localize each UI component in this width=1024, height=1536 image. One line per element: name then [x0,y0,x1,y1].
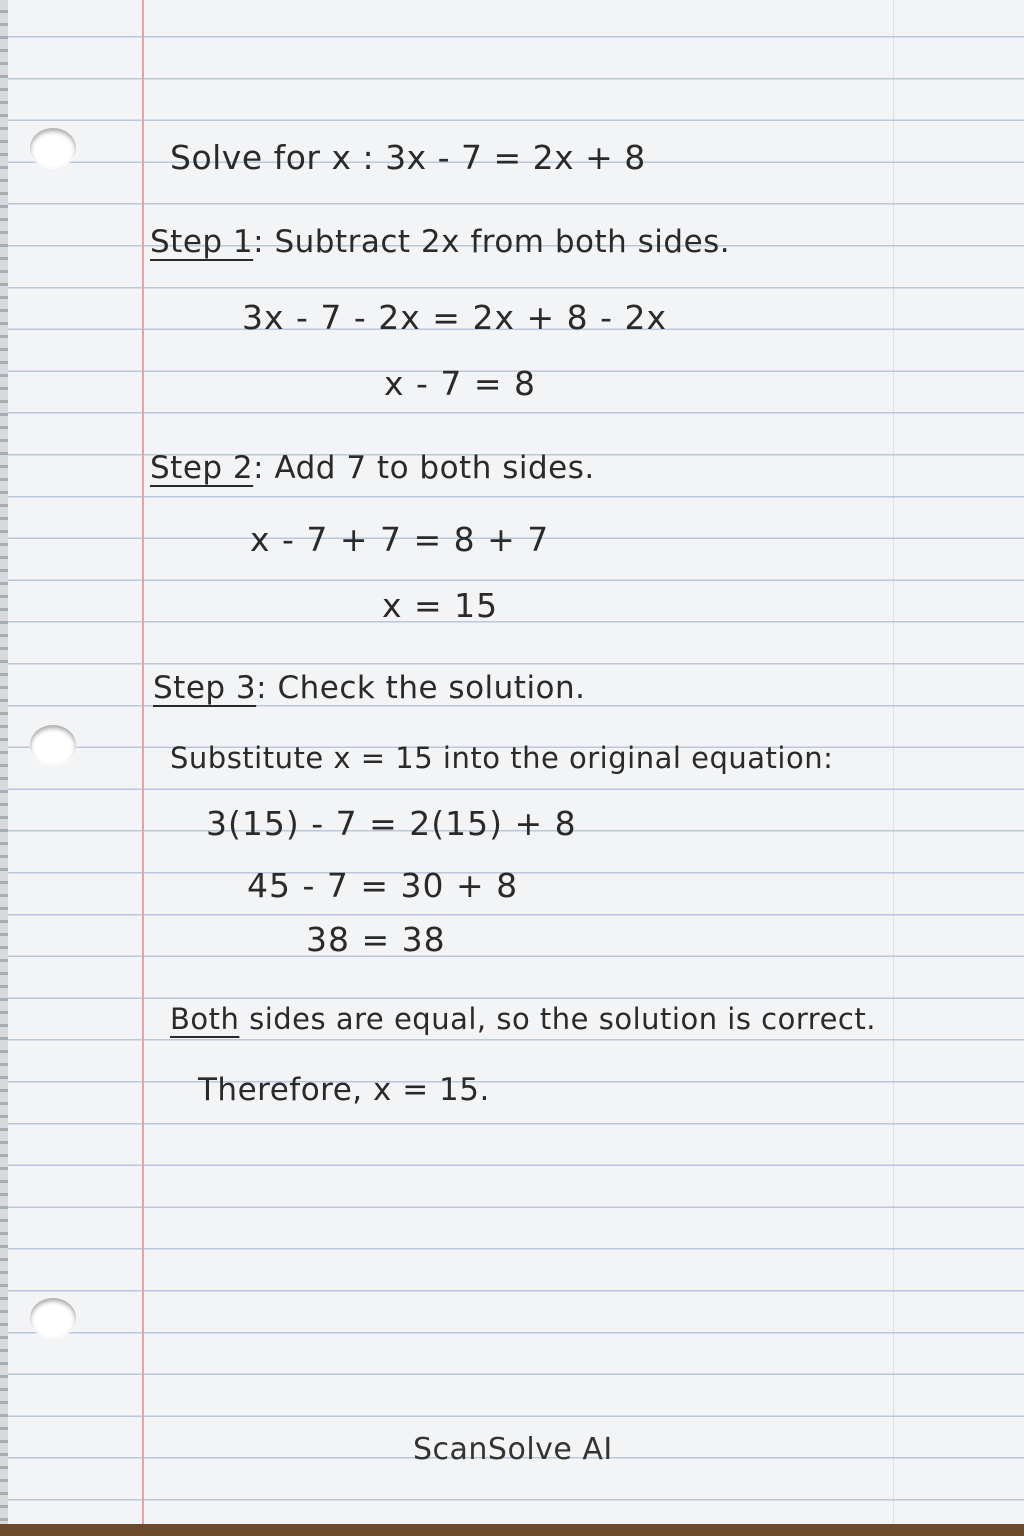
step-1-equation-2: x - 7 = 8 [384,364,537,403]
margin-line [142,0,144,1524]
conclusion-sentence [170,1002,876,1036]
brand-footer: ScanSolve AI [413,1432,613,1467]
step-1-equation-1: 3x - 7 - 2x = 2x + 8 - 2x [242,298,668,337]
step-3-text: : Check the solution. [256,670,586,706]
final-answer: Therefore, x = 15. [198,1072,490,1108]
right-guide-line [893,0,894,1524]
step-2-equation-2: x = 15 [382,586,499,625]
step-1-heading [150,224,730,260]
punch-hole-bottom [30,1298,76,1338]
step-3-label: Step 3 [153,670,257,706]
step-3-heading [153,670,586,706]
step-1-text: : Subtract 2x from both sides. [253,224,731,260]
check-equation-1: 3(15) - 7 = 2(15) + 8 [206,804,577,843]
punch-hole-middle [30,725,76,765]
step-2-text: : Add 7 to both sides. [253,450,595,486]
punch-hole-top [30,128,76,168]
step-1-label: Step 1 [150,224,254,260]
check-equation-2: 45 - 7 = 30 + 8 [247,866,519,905]
step-2-label: Step 2 [150,450,254,486]
conclusion-underlined-word: Both [170,1002,240,1036]
step-2-equation-1: x - 7 + 7 = 8 + 7 [250,520,550,559]
problem-statement: Solve for x : 3x - 7 = 2x + 8 [170,138,646,177]
binding-edge [0,0,8,1524]
substitute-instruction: Substitute x = 15 into the original equation: [170,741,834,775]
conclusion-rest: sides are equal, so the solution is correct. [239,1002,876,1036]
check-equation-3: 38 = 38 [306,920,446,959]
step-2-heading [150,450,595,486]
